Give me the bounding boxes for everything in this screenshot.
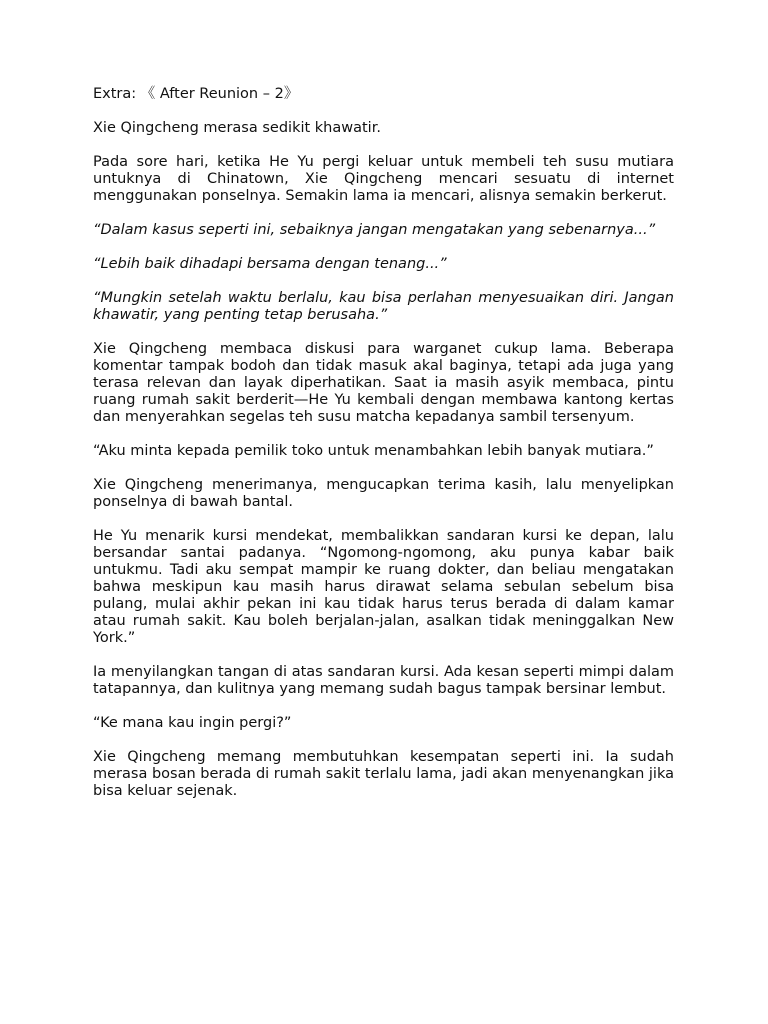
quote-paragraph-2: “Lebih baik dihadapi bersama dengan tenang...”: [93, 256, 447, 272]
quote-paragraph-1: “Dalam kasus seperti ini, sebaiknya jangan mengatakan yang sebenarnya...”: [93, 222, 656, 238]
paragraph-6: Xie Qingcheng membaca diskusi para warganet cukup lama. Beberapa komentar tampak bodoh dan tidak masuk akal baginya, tetapi ada juga yang terasa relevan dan layak diperhatikan. Saat ia masih asyik membaca, pintu ruang rumah sakit berderit—He Yu kembali dengan membawa kantong kertas dan menyerahkan segelas teh susu matcha kepadanya sambil tersenyum.: [93, 341, 674, 425]
paragraph-11: “Ke mana kau ingin pergi?”: [93, 715, 292, 731]
quote-paragraph-3: “Mungkin setelah waktu berlalu, kau bisa perlahan menyesuaikan diri. Jangan khawatir, yang penting tetap berusaha.”: [93, 290, 674, 323]
chapter-title: Extra: 《 After Reunion – 2》: [93, 86, 299, 102]
paragraph-10: Ia menyilangkan tangan di atas sandaran kursi. Ada kesan seperti mimpi dalam tatapannya, dan kulitnya yang memang sudah bagus tampak bersinar lembut.: [93, 664, 674, 697]
paragraph-1: Xie Qingcheng merasa sedikit khawatir.: [93, 120, 381, 136]
paragraph-8: Xie Qingcheng menerimanya, mengucapkan terima kasih, lalu menyelipkan ponselnya di bawah bantal.: [93, 477, 674, 510]
paragraph-12: Xie Qingcheng memang membutuhkan kesempatan seperti ini. Ia sudah merasa bosan berada di rumah sakit terlalu lama, jadi akan menyenangkan jika bisa keluar sejenak.: [93, 749, 674, 799]
paragraph-2: Pada sore hari, ketika He Yu pergi keluar untuk membeli teh susu mutiara untuknya di Chinatown, Xie Qingcheng mencari sesuatu di internet menggunakan ponselnya. Semakin lama ia mencari, alisnya semakin berkerut.: [93, 154, 674, 204]
paragraph-9: He Yu menarik kursi mendekat, membalikkan sandaran kursi ke depan, lalu bersandar santai padanya. “Ngomong-ngomong, aku punya kabar baik untukmu. Tadi aku sempat mampir ke ruang dokter, dan beliau mengatakan bahwa meskipun kau masih harus dirawat selama sebulan sebelum bisa pulang, mulai akhir pekan ini kau tidak harus terus berada di dalam kamar atau rumah sakit. Kau boleh berjalan-jalan, asalkan tidak meninggalkan New York.”: [93, 528, 674, 646]
document-page: [93, 86, 674, 817]
paragraph-7: “Aku minta kepada pemilik toko untuk menambahkan lebih banyak mutiara.”: [93, 443, 654, 459]
